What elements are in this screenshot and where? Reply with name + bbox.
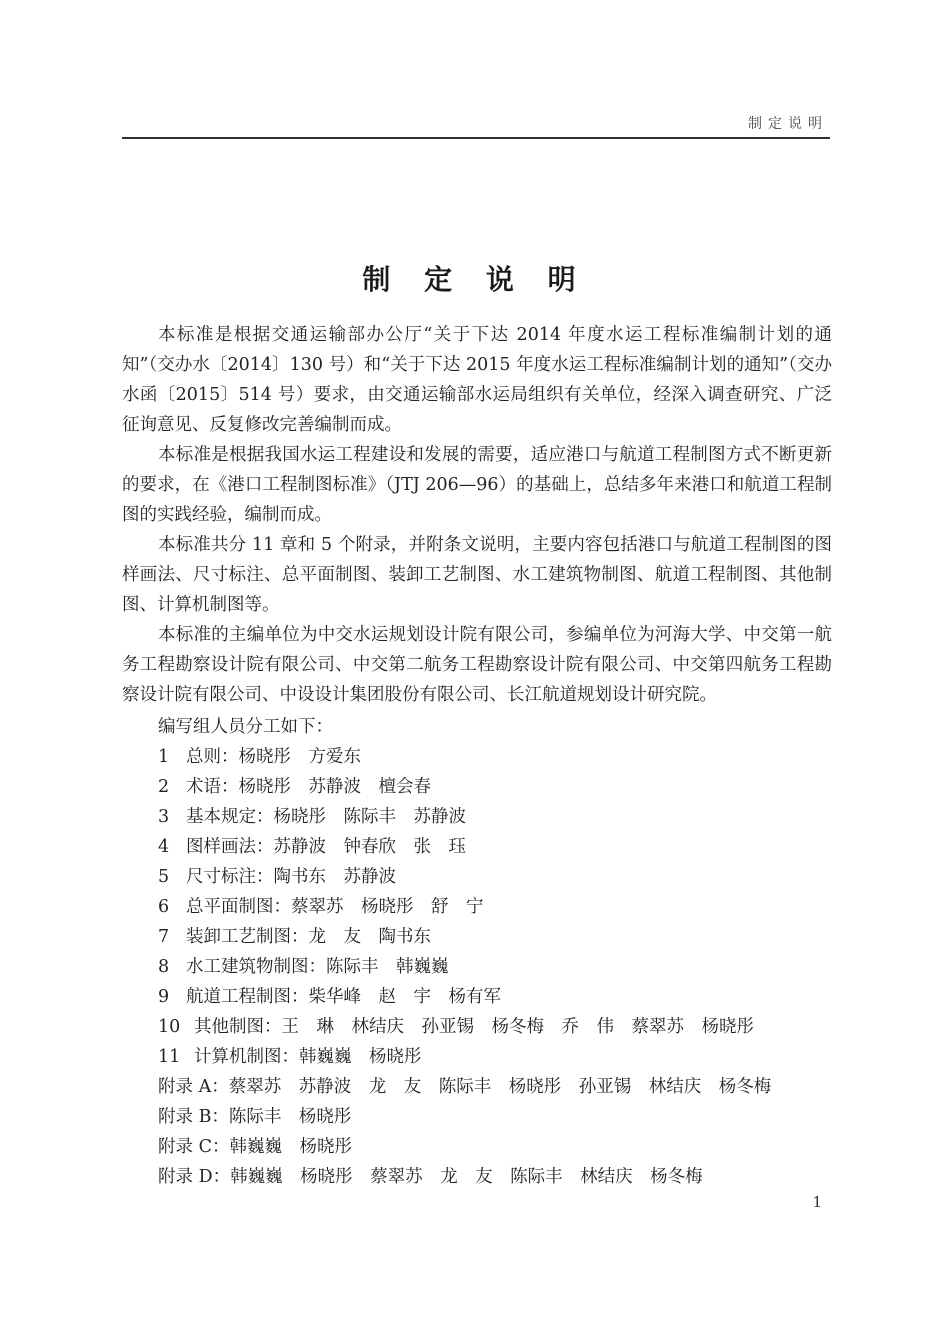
roster-appendix-c [158,1132,838,1162]
roster-item-number: 11 [158,1047,181,1067]
roster-item-number: 3 [158,807,170,827]
roster-intro: 编写组人员分工如下： [158,717,333,737]
roster-item-text: 附录 D：韩巍巍 杨晓彤 蔡翠苏 龙 友 陈际丰 林结庆 杨冬梅 [158,1167,703,1187]
roster-item [158,892,838,922]
roster-item-number: 6 [158,897,170,917]
document-title: 制 定 说 明 [362,263,588,296]
roster-item [158,742,838,772]
roster-item [158,832,838,862]
roster-item [158,922,838,952]
roster-item-text: 基本规定：杨晓彤 陈际丰 苏静波 [186,807,466,827]
roster-item [158,802,838,832]
roster-item [158,1042,838,1072]
roster-item-number: 8 [158,957,170,977]
roster-item-number: 1 [158,747,170,767]
paragraph-3: 本标准共分 11 章和 5 个附录，并附条文说明，主要内容包括港口与航道工程制图的图样画法、尺寸标注、总平面制图、装卸工艺制图、水工建筑物制图、航道工程制图、其他制图、计算机制图等。 [122,535,832,615]
roster-item-number: 10 [158,1017,181,1037]
paragraph-4: 本标准的主编单位为中交水运规划设计院有限公司，参编单位为河海大学、中交第一航务工程勘察设计院有限公司、中交第二航务工程勘察设计院有限公司、中交第四航务工程勘察设计院有限公司、中设设计集团股份有限公司、长江航道规划设计研究院。 [122,625,832,705]
roster-item-number: 2 [158,777,170,797]
page-number: 1 [812,1193,822,1211]
roster-item-text: 其他制图：王 琳 林结庆 孙亚锡 杨冬梅 乔 伟 蔡翠苏 杨晓彤 [194,1017,754,1037]
roster-item-number: 4 [158,837,170,857]
roster-item-text: 总平面制图：蔡翠苏 杨晓彤 舒 宁 [186,897,484,917]
roster-appendix-a [158,1072,838,1102]
body-text [122,320,832,710]
roster-item-text: 附录 B：陈际丰 杨晓彤 [158,1107,352,1127]
roster-item-text: 术语：杨晓彤 苏静波 檀会春 [186,777,431,797]
roster-item-number: 9 [158,987,170,1007]
roster-item-text: 图样画法：苏静波 钟春欣 张 珏 [186,837,466,857]
roster-item-text: 装卸工艺制图：龙 友 陶书东 [186,927,431,947]
header-rule [122,137,830,139]
roster-item-text: 计算机制图：韩巍巍 杨晓彤 [194,1047,422,1067]
paragraph-2: 本标准是根据我国水运工程建设和发展的需要，适应港口与航道工程制图方式不断更新的要求，在《港口工程制图标准》（JTJ 206—96）的基础上，总结多年来港口和航道工程制图的实践经验，编制而成。 [122,445,832,525]
paragraph-1: 本标准是根据交通运输部办公厅“关于下达 2014 年度水运工程标准编制计划的通知”（交办水〔2014〕130 号）和“关于下达 2015 年度水运工程标准编制计划的通知”（交办水函〔2015〕514 号）要求，由交通运输部水运局组织有关单位，经深入调查研究、广泛征询意见、反复修改完善编制而成。 [122,325,832,435]
roster-item [158,982,838,1012]
roster-item-text: 航道工程制图：柴华峰 赵 宇 杨有军 [186,987,501,1007]
roster-item-text: 尺寸标注：陶书东 苏静波 [186,867,396,887]
roster-list [158,742,838,1192]
roster-appendix-b [158,1102,838,1132]
roster-item [158,1012,838,1042]
roster-item [158,772,838,802]
roster-appendix-d [158,1162,838,1192]
running-header: 制定说明 [748,116,828,132]
roster-item-number: 5 [158,867,170,887]
roster-item-text: 附录 A：蔡翠苏 苏静波 龙 友 陈际丰 杨晓彤 孙亚锡 林结庆 杨冬梅 [158,1077,772,1097]
roster-item [158,862,838,892]
roster-item-number: 7 [158,927,170,947]
roster-item-text: 附录 C：韩巍巍 杨晓彤 [158,1137,352,1157]
roster-item-text: 水工建筑物制图：陈际丰 韩巍巍 [186,957,449,977]
roster-item [158,952,838,982]
roster-item-text: 总则：杨晓彤 方爱东 [186,747,361,767]
